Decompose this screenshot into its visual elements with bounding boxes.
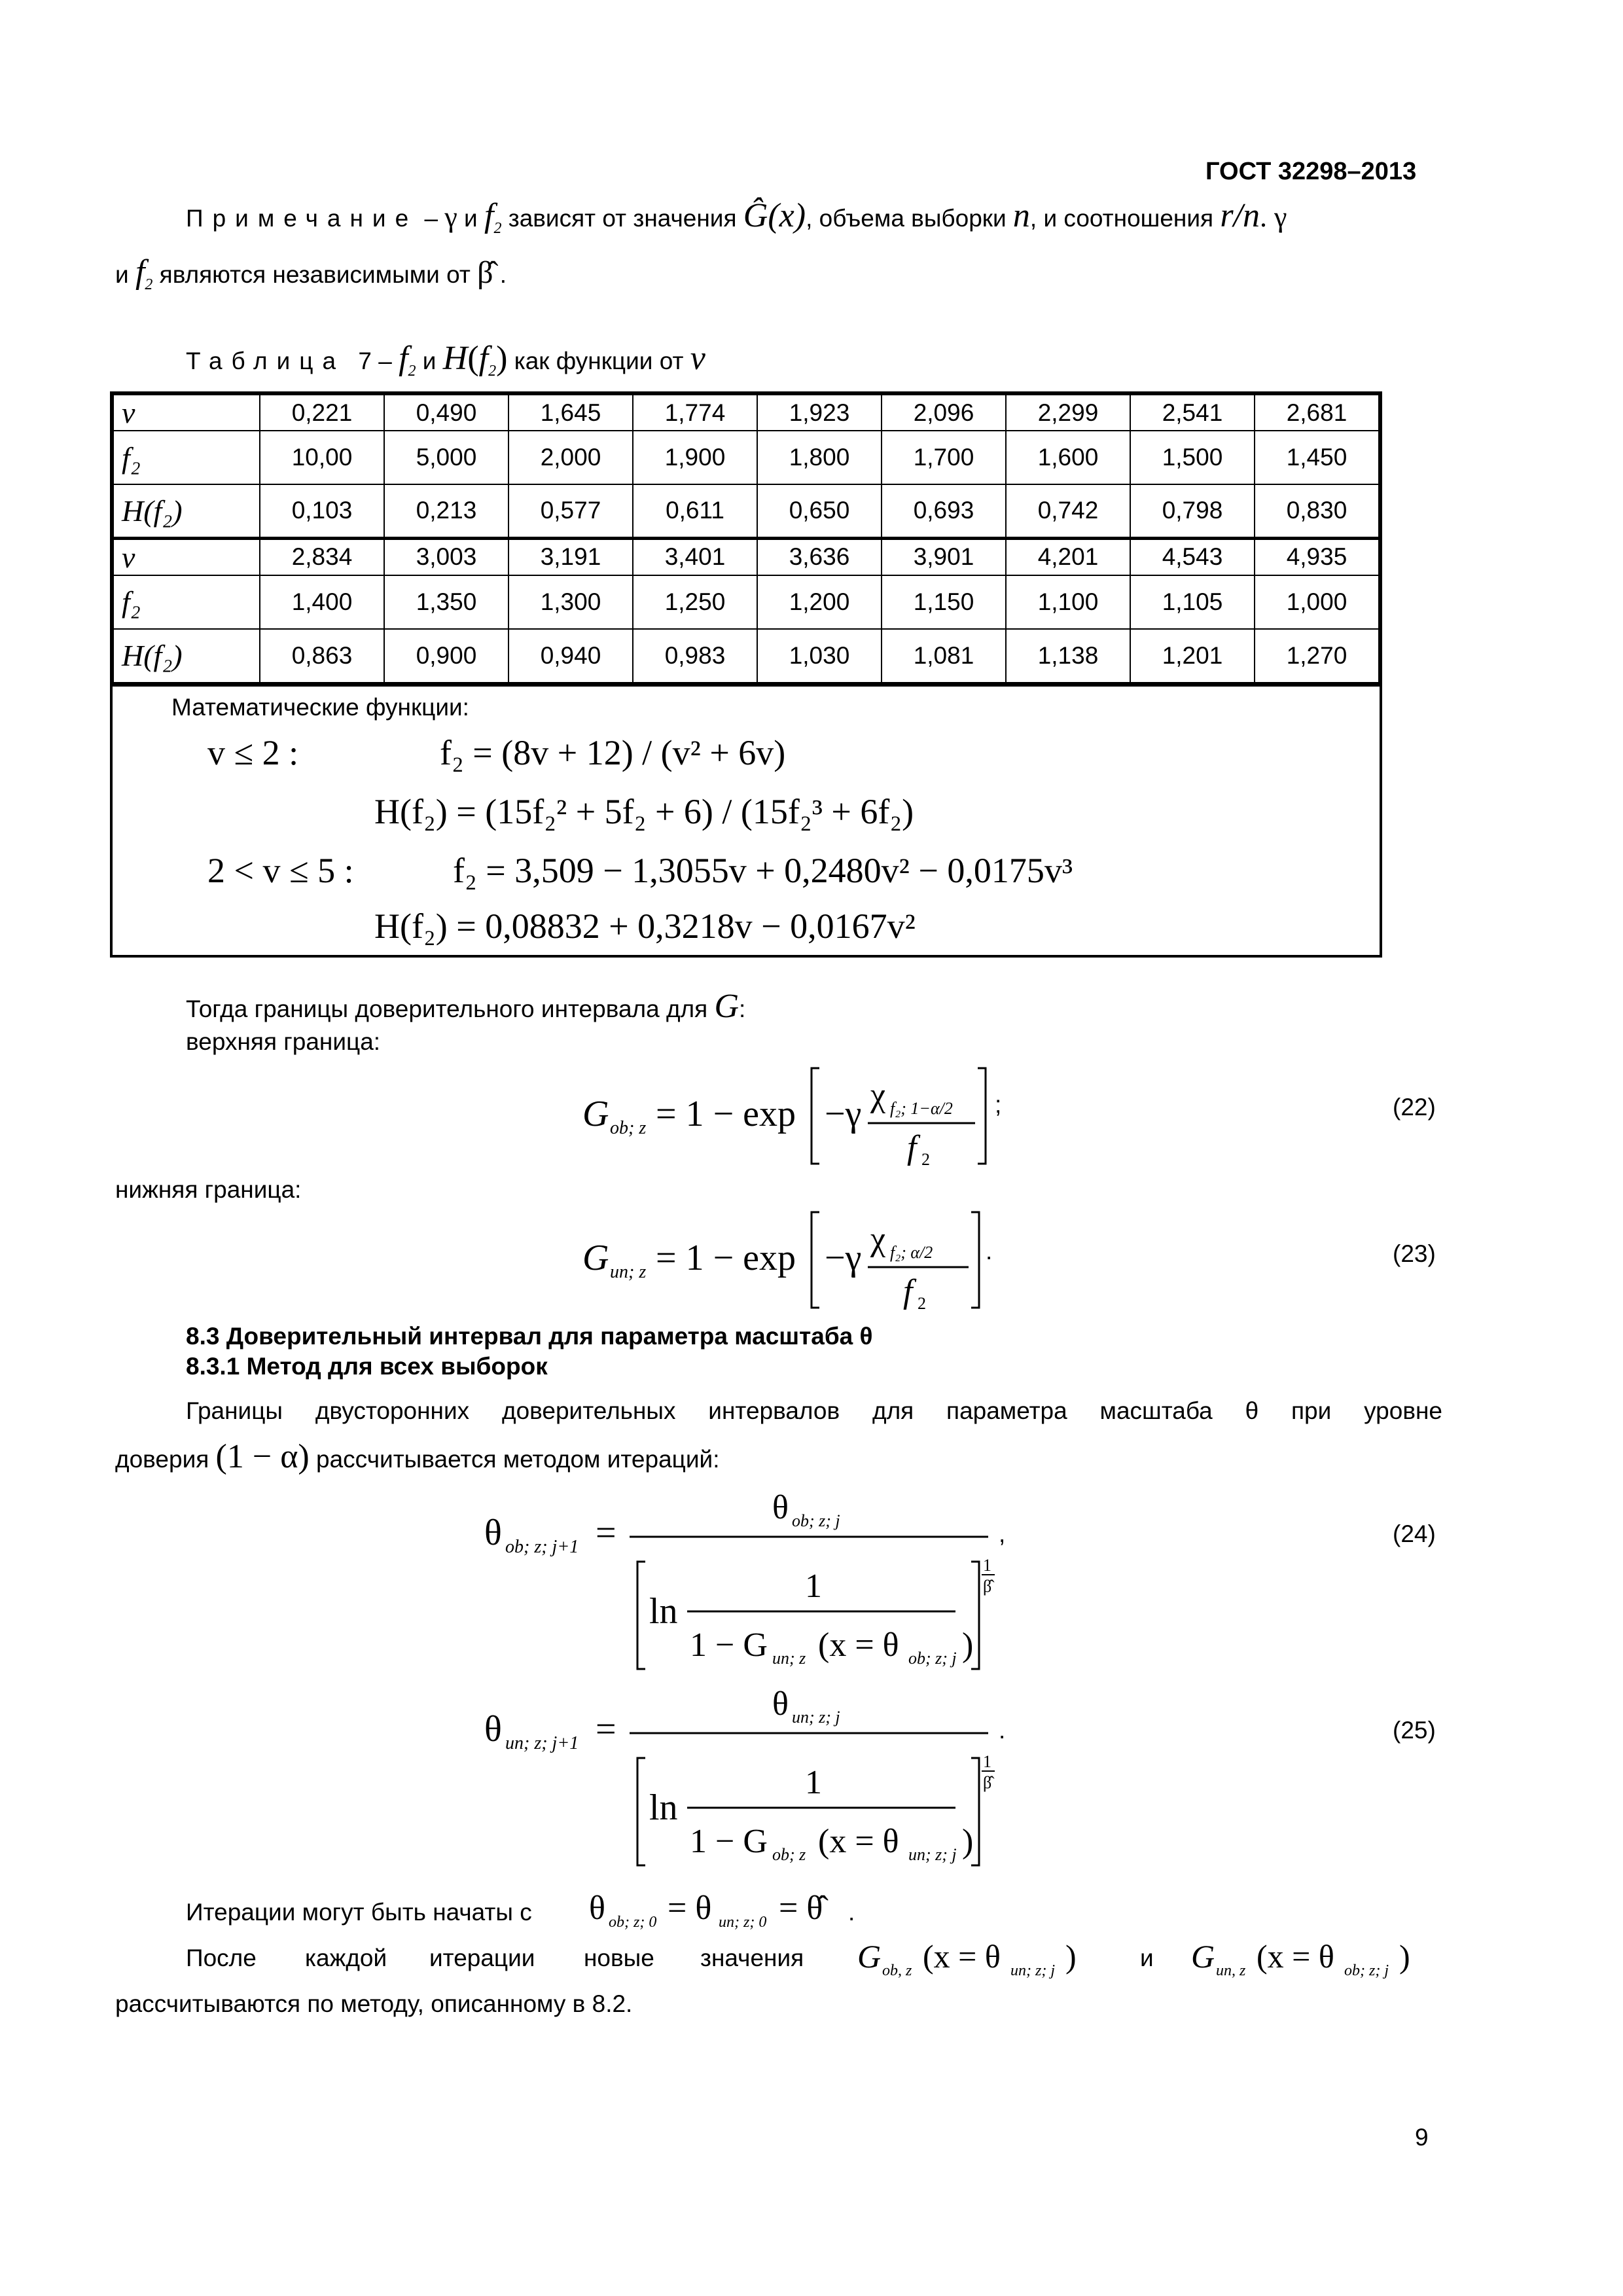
p3-end: . <box>848 1899 855 1926</box>
svg-text:2: 2 <box>921 1150 930 1169</box>
note-line-2 <box>115 253 507 299</box>
row-label-v: v <box>113 538 260 575</box>
note-label: Примечание <box>186 205 418 232</box>
eq23-svg <box>582 1204 1014 1316</box>
p4-word-values: значения <box>700 1945 804 1971</box>
p4-formula-2 <box>1191 1933 1440 1989</box>
note2-beta-hat: β̂ <box>477 255 493 290</box>
para-confidence-intro <box>186 988 746 1025</box>
section-8-3-1-heading: 8.3.1 Метод для всех выборок <box>186 1353 548 1380</box>
p4-svg-1 <box>857 1933 1106 1986</box>
equation-23 <box>582 1204 1014 1316</box>
svg-text:f: f <box>903 1273 913 1310</box>
table-cell: 1,250 <box>633 575 757 629</box>
table-cell: 1,400 <box>260 575 384 629</box>
svg-text:−γ: −γ <box>825 1238 862 1278</box>
note-depends: зависят от значения <box>501 205 743 232</box>
table-row <box>113 395 1379 431</box>
table-cell: 1,138 <box>1006 629 1130 683</box>
svg-text:ob; z: ob; z <box>610 1118 647 1138</box>
table-row <box>113 484 1379 538</box>
svg-text:θ: θ <box>484 1709 502 1749</box>
p2-start: доверия <box>115 1446 216 1473</box>
table-cell: 0,983 <box>633 629 757 683</box>
row-label-v: v <box>113 395 260 431</box>
p3-start: Итерации могут быть начаты с <box>186 1899 532 1926</box>
svg-text:1: 1 <box>805 1568 822 1605</box>
table-row <box>113 575 1379 629</box>
svg-text:= 1 − exp: = 1 − exp <box>656 1238 796 1278</box>
table-cell: 1,800 <box>757 431 882 484</box>
table-cell: 0,490 <box>384 395 508 431</box>
table-cell: 0,798 <box>1130 484 1255 538</box>
svg-text:χ: χ <box>870 1077 886 1114</box>
table-cell: 2,299 <box>1006 395 1130 431</box>
table-cell: 3,003 <box>384 538 508 575</box>
table-cell: 5,000 <box>384 431 508 484</box>
formula-h-2: H(f₂) = 0,08832 + 0,3218v − 0,0167v² <box>374 906 916 946</box>
note-f2-sub: 2 <box>493 220 502 237</box>
svg-text:θ: θ <box>589 1890 605 1927</box>
table-cell: 0,693 <box>882 484 1006 538</box>
eq23-number: (23) <box>1393 1240 1436 1267</box>
svg-text:f₂; 1−α/2: f₂; 1−α/2 <box>890 1099 953 1118</box>
note2-end: . <box>493 261 507 288</box>
table-cell: 1,081 <box>882 629 1006 683</box>
cond-1: v ≤ 2 : <box>207 732 299 772</box>
p4-formula-1 <box>857 1933 1106 1989</box>
table-cell: 2,834 <box>260 538 384 575</box>
svg-text:(x = θ: (x = θ <box>818 1626 899 1664</box>
svg-text:1 − G: 1 − G <box>690 1823 768 1860</box>
caption-dash: – <box>371 348 399 374</box>
p2-end: рассчитывается методом итераций: <box>309 1446 720 1473</box>
row-label-H: H(f₂) <box>113 629 260 683</box>
svg-text:f₂; α/2: f₂; α/2 <box>890 1243 933 1262</box>
svg-text:G: G <box>582 1238 609 1278</box>
svg-text:ob; z; j+1: ob; z; j+1 <box>505 1537 579 1557</box>
table-cell: 3,901 <box>882 538 1006 575</box>
note-rn: r/n <box>1220 197 1260 234</box>
eq24-svg <box>484 1486 1021 1682</box>
table-cell: 0,940 <box>508 629 633 683</box>
table-cell: 2,681 <box>1255 395 1379 431</box>
svg-text:ob; z: ob; z <box>772 1845 806 1864</box>
svg-text:θ: θ <box>772 1489 789 1526</box>
svg-text:un; z; j: un; z; j <box>1010 1962 1055 1979</box>
table-cell: 2,096 <box>882 395 1006 431</box>
table-cell: 1,700 <box>882 431 1006 484</box>
p4-word-new: новые <box>584 1945 654 1971</box>
table-cell: 1,774 <box>633 395 757 431</box>
svg-text:θ: θ <box>772 1685 789 1723</box>
svg-text:−γ: −γ <box>825 1094 862 1134</box>
values-table <box>113 394 1380 683</box>
formula-h-1: H(f₂) = (15f₂² + 5f₂ + 6) / (15f₂³ + 6f₂) <box>374 791 914 831</box>
table-cell: 0,863 <box>260 629 384 683</box>
equation-22 <box>582 1060 1014 1172</box>
svg-text:ob; z; j: ob; z; j <box>1344 1962 1389 1979</box>
svg-text:1: 1 <box>983 1752 991 1771</box>
table-cell: 0,742 <box>1006 484 1130 538</box>
document-standard-number: ГОСТ 32298–2013 <box>1205 158 1417 185</box>
note-n: n <box>1012 197 1030 234</box>
eq25-end-mark: . <box>999 1717 1006 1744</box>
table-cell: 3,636 <box>757 538 882 575</box>
table-cell: 2,541 <box>1130 395 1255 431</box>
eq22-number: (22) <box>1393 1094 1436 1121</box>
caption-and: и <box>416 348 443 374</box>
cond-2: 2 < v ≤ 5 : <box>207 850 354 890</box>
svg-text:(x = θ: (x = θ <box>818 1823 899 1860</box>
table-cell: 1,100 <box>1006 575 1130 629</box>
note2-f2: f <box>135 253 145 291</box>
table-cell: 1,000 <box>1255 575 1379 629</box>
svg-text:ob; z; j: ob; z; j <box>908 1649 957 1668</box>
p1-end: : <box>739 996 746 1022</box>
svg-text:ob; z; 0: ob; z; 0 <box>609 1914 657 1931</box>
note-ratio: , и соотношения <box>1029 205 1221 232</box>
note-gamma-2: . γ <box>1260 201 1287 233</box>
p4-svg-2 <box>1191 1933 1440 1986</box>
table-cell: 10,00 <box>260 431 384 484</box>
svg-text:ob; z; j: ob; z; j <box>792 1511 840 1530</box>
table-row <box>113 431 1379 484</box>
note-x-arg: (x) <box>768 197 806 234</box>
table-cell: 0,103 <box>260 484 384 538</box>
table-cell: 2,000 <box>508 431 633 484</box>
caption-number: 7 <box>358 348 372 374</box>
svg-text:): ) <box>1065 1938 1077 1975</box>
equation-24 <box>484 1486 1021 1685</box>
svg-text:): ) <box>962 1626 974 1664</box>
eq22-svg <box>582 1060 1014 1172</box>
p4-word-iteration: итерации <box>429 1945 535 1971</box>
table-cell: 0,213 <box>384 484 508 538</box>
eq24-end-mark: , <box>999 1520 1006 1547</box>
page-number: 9 <box>1415 2124 1429 2151</box>
table-cell: 0,577 <box>508 484 633 538</box>
formula-f2-2: f₂ = 3,509 − 1,3055v + 0,2480v² − 0,0175v³ <box>453 850 1073 890</box>
table-cell: 1,600 <box>1006 431 1130 484</box>
table-caption: Таблица $7 - f_2$ и $H(f_2)$ как функции от v <box>186 340 705 380</box>
para-iteration-start <box>186 1898 532 1927</box>
svg-text:1 − G: 1 − G <box>690 1626 768 1664</box>
eq23-end-mark: . <box>986 1238 993 1265</box>
svg-text:): ) <box>962 1823 974 1860</box>
eq24-number: (24) <box>1393 1520 1436 1547</box>
p1-g: G <box>714 988 740 1025</box>
note-gamma: γ <box>444 201 457 233</box>
table-cell: 4,201 <box>1006 538 1130 575</box>
svg-text:ln: ln <box>649 1591 678 1632</box>
caption-v: v <box>690 340 705 377</box>
table-cell: 1,105 <box>1130 575 1255 629</box>
row-label-f2: f₂ <box>113 575 260 629</box>
svg-text:un; z; j+1: un; z; j+1 <box>505 1733 579 1753</box>
table-cell: 1,500 <box>1130 431 1255 484</box>
table-cell: 1,300 <box>508 575 633 629</box>
section-8-3-heading: 8.3 Доверительный интервал для параметра масштаба θ <box>186 1323 873 1350</box>
p1-text: Тогда границы доверительного интервала для <box>186 996 715 1022</box>
table-cell: 0,221 <box>260 395 384 431</box>
p4-word-each: каждой <box>305 1945 387 1971</box>
svg-text:(x = θ: (x = θ <box>1257 1938 1334 1975</box>
table-cell: 3,401 <box>633 538 757 575</box>
table-cell: 1,030 <box>757 629 882 683</box>
note2-f2-sub: 2 <box>145 276 153 293</box>
svg-text:1: 1 <box>983 1556 991 1575</box>
table-cell: 1,450 <box>1255 431 1379 484</box>
svg-text:un; z; j: un; z; j <box>792 1708 840 1727</box>
svg-text:=: = <box>596 1513 616 1553</box>
caption-label: Таблица <box>186 348 346 374</box>
table-cell: 1,923 <box>757 395 882 431</box>
note-dash: – <box>418 205 445 232</box>
row-label-f2: f₂ <box>113 431 260 484</box>
note-line-1 <box>186 197 1287 243</box>
svg-text:=: = <box>596 1709 616 1749</box>
table-cell: 0,900 <box>384 629 508 683</box>
svg-text:un; z: un; z <box>610 1262 647 1282</box>
iteration-start-formula <box>589 1886 864 1942</box>
formula-f2-1: f₂ = (8v + 12) / (v² + 6v) <box>440 732 786 772</box>
table-cell: 1,350 <box>384 575 508 629</box>
caption-tail: как функции от <box>507 348 690 374</box>
svg-text:= θ: = θ <box>668 1890 712 1927</box>
table-cell: 1,200 <box>757 575 882 629</box>
svg-text:χ: χ <box>870 1221 886 1258</box>
p2-paren: (1 − α) <box>215 1438 310 1475</box>
table-cell: 4,543 <box>1130 538 1255 575</box>
p4-and: и <box>1140 1945 1154 1971</box>
svg-text:un; z; j: un; z; j <box>908 1845 957 1864</box>
svg-text:ob, z: ob, z <box>882 1962 912 1979</box>
table-row <box>113 538 1379 575</box>
svg-text:= 1 − exp: = 1 − exp <box>656 1094 796 1134</box>
p3-svg <box>589 1886 864 1939</box>
table-cell: 1,270 <box>1255 629 1379 683</box>
svg-text:1: 1 <box>805 1764 822 1801</box>
svg-text:un; z; 0: un; z; 0 <box>719 1914 767 1931</box>
table-cell: 4,935 <box>1255 538 1379 575</box>
lower-bound-label: нижняя граница: <box>115 1176 302 1203</box>
svg-text:β̂: β̂ <box>983 1773 992 1792</box>
table-cell: 0,830 <box>1255 484 1379 538</box>
svg-text:β̂: β̂ <box>983 1577 992 1596</box>
note-g-hat: Ĝ <box>743 197 768 234</box>
svg-text:un; z: un; z <box>772 1649 806 1668</box>
p4-line-2: рассчитываются по методу, описанному в 8.2. <box>115 1990 633 2017</box>
svg-text:2: 2 <box>918 1294 926 1313</box>
svg-text:ln: ln <box>649 1787 678 1828</box>
svg-text:un, z: un, z <box>1216 1962 1246 1979</box>
math-title: Математические функции: <box>171 693 469 721</box>
table-cell: 1,645 <box>508 395 633 431</box>
table-cell: 0,650 <box>757 484 882 538</box>
eq25-number: (25) <box>1393 1717 1436 1744</box>
data-table <box>110 391 1382 958</box>
svg-text:= θ̂: = θ̂ <box>779 1890 823 1927</box>
note2-text: являются независимыми от <box>152 261 478 288</box>
table-cell: 3,191 <box>508 538 633 575</box>
p4-word-after: После <box>186 1945 257 1971</box>
equation-25 <box>484 1682 1021 1882</box>
table-cell: 0,611 <box>633 484 757 538</box>
svg-text:(x = θ: (x = θ <box>923 1938 1001 1975</box>
para-iterations-line1: Границы двусторонних доверительных интервалов для параметра масштаба θ при уровне <box>186 1397 1442 1424</box>
note-f2: f <box>484 197 494 234</box>
para-iterations-line2 <box>115 1438 720 1475</box>
table-row <box>113 629 1379 683</box>
svg-text:G: G <box>857 1938 882 1975</box>
table-cell: 1,150 <box>882 575 1006 629</box>
upper-bound-label: верхняя граница: <box>186 1028 381 1055</box>
eq25-svg <box>484 1682 1021 1878</box>
math-functions-block <box>113 683 1380 955</box>
svg-text:G: G <box>582 1094 609 1134</box>
svg-text:θ: θ <box>484 1513 502 1553</box>
svg-text:): ) <box>1399 1938 1410 1975</box>
table-cell: 1,900 <box>633 431 757 484</box>
row-label-H: H(f₂) <box>113 484 260 538</box>
table-cell: 1,201 <box>1130 629 1255 683</box>
eq22-end-mark: ; <box>995 1091 1002 1118</box>
svg-text:f: f <box>907 1129 917 1166</box>
note2-and: и <box>115 261 135 288</box>
note-and: и <box>457 205 484 232</box>
svg-text:G: G <box>1191 1938 1215 1975</box>
note-sample-volume: , объема выборки <box>806 205 1013 232</box>
